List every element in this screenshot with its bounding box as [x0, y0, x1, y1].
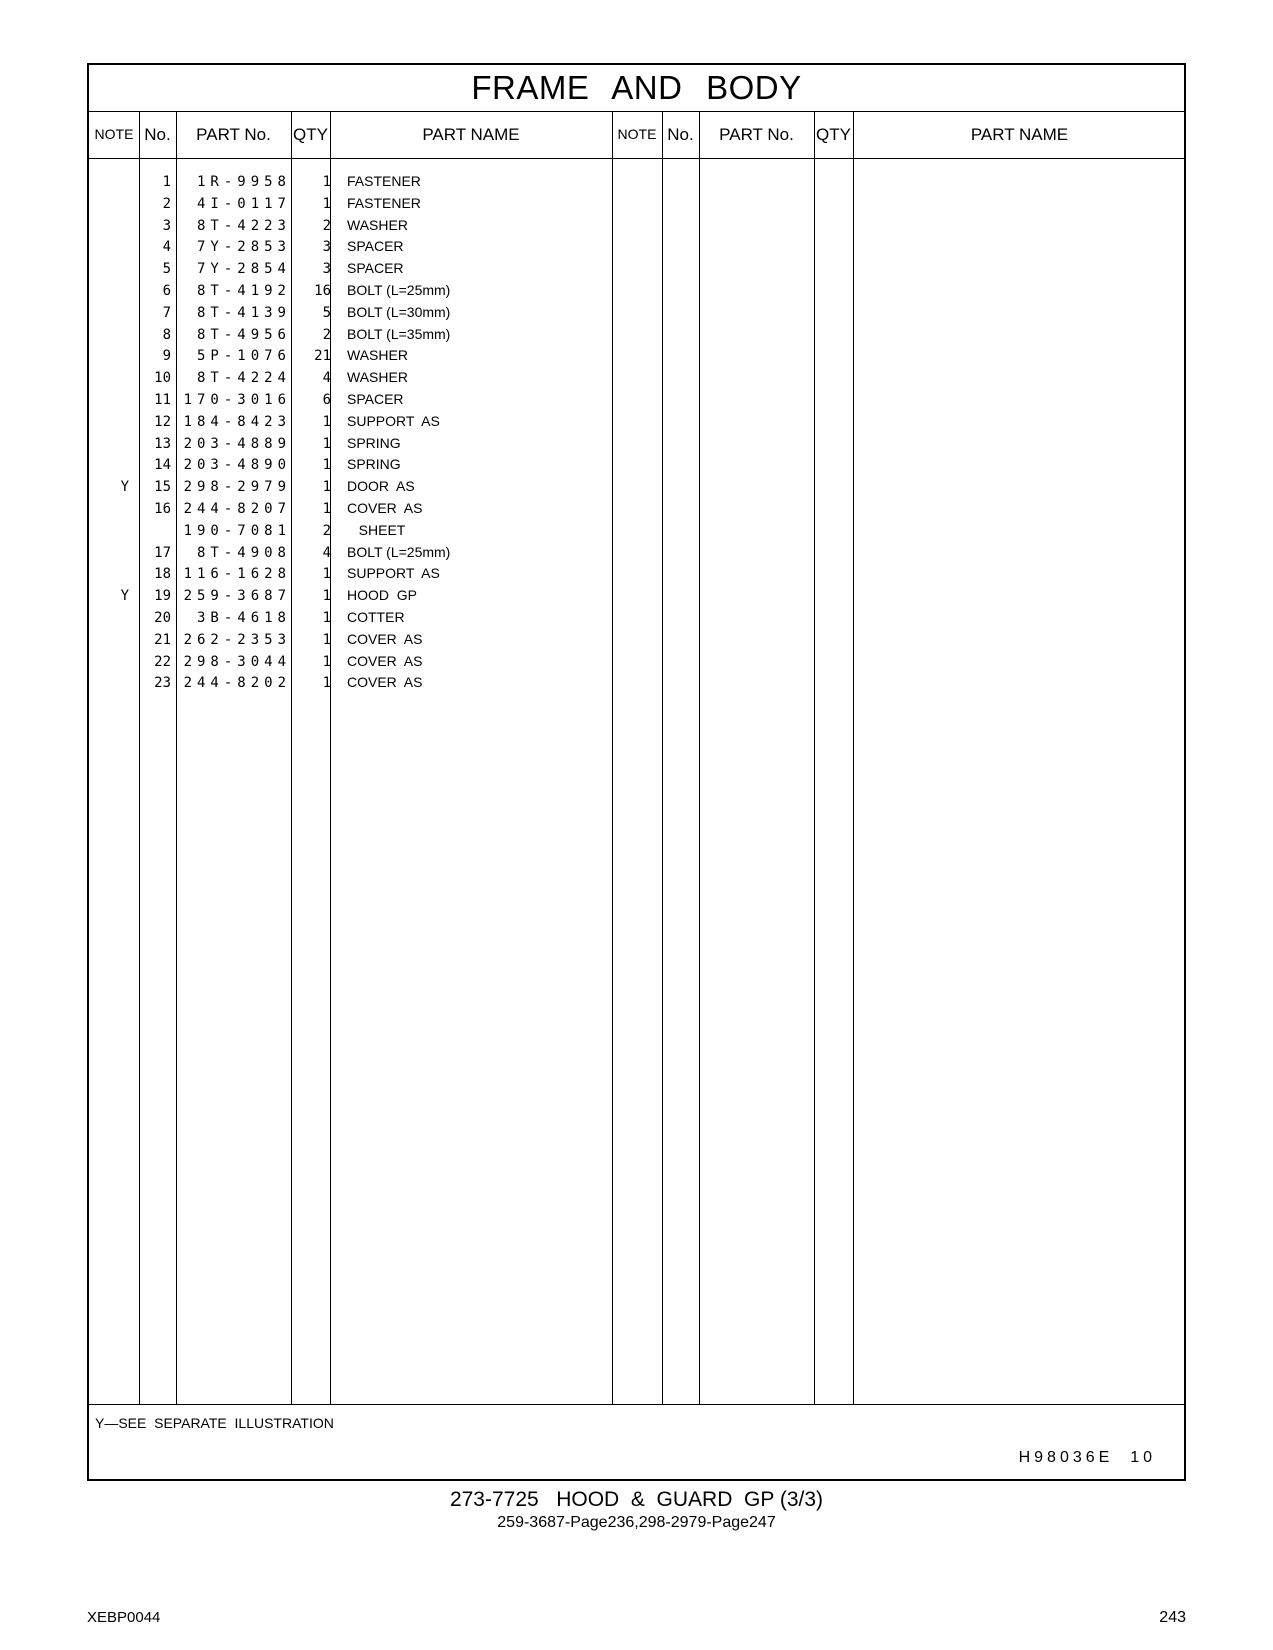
table-row: [89, 367, 1184, 390]
part-number-cell: 116-1628: [183, 566, 291, 583]
header-note-right: NOTE: [617, 126, 657, 142]
quantity-cell: 2: [322, 217, 331, 234]
table-row: [89, 389, 1184, 412]
part-number-cell: 8T-4192: [196, 283, 291, 299]
part-number-cell: 203-4890: [183, 457, 291, 474]
part-number-cell: 190-7081: [183, 522, 291, 539]
quantity-cell: 1: [322, 457, 331, 474]
quantity-cell: 1: [322, 653, 331, 670]
quantity-cell: 1: [322, 435, 331, 452]
item-number-cell: 17: [154, 544, 171, 561]
table-row: [89, 520, 1184, 543]
header-no-right: No.: [667, 125, 694, 144]
header-part-no-right: PART No.: [719, 125, 794, 144]
quantity-cell: 1: [322, 174, 331, 190]
quantity-cell: 1: [322, 631, 331, 648]
part-name-cell: WASHER: [347, 216, 408, 233]
part-name-cell: SUPPORT AS: [347, 412, 440, 429]
part-number-cell: 8T-4956: [196, 326, 291, 343]
table-row: [89, 476, 1184, 499]
table-row: [89, 672, 1184, 695]
part-name-cell: SPACER: [347, 238, 404, 255]
item-number-cell: 21: [154, 631, 171, 648]
part-name-cell: COVER AS: [347, 630, 423, 647]
table-row: [89, 542, 1184, 565]
page-number: 243: [1159, 1609, 1186, 1626]
header-part-name-right: PART NAME: [970, 125, 1069, 144]
part-name-cell: COTTER: [347, 609, 405, 625]
table-row: [89, 215, 1184, 238]
table-row: [89, 563, 1184, 586]
item-number-cell: 10: [154, 370, 171, 387]
illustration-code: H98036E 10: [1018, 1449, 1156, 1466]
part-number-cell: 298-3044: [183, 653, 291, 670]
item-number-cell: 4: [162, 239, 171, 256]
quantity-cell: 2: [322, 326, 331, 343]
quantity-cell: 5: [322, 304, 331, 321]
part-name-cell: BOLT (L=25mm): [347, 543, 451, 560]
item-number-cell: 20: [154, 610, 171, 626]
table-row: [89, 585, 1184, 608]
item-number-cell: 6: [162, 283, 171, 299]
quantity-cell: 16: [314, 283, 331, 299]
part-number-cell: 7Y-2853: [196, 239, 291, 256]
group-caption: 273-7725 HOOD & GUARD GP (3/3): [449, 1488, 824, 1511]
item-number-cell: 13: [154, 435, 171, 452]
part-name-cell: SUPPORT AS: [347, 565, 440, 582]
part-number-cell: 184-8423: [183, 413, 291, 430]
part-number-cell: 4I-0117: [196, 195, 291, 212]
item-number-cell: 22: [154, 653, 171, 670]
part-name-cell: FASTENER: [347, 173, 421, 189]
header-note-left: NOTE: [94, 126, 134, 142]
table-row: [89, 193, 1184, 216]
part-name-cell: BOLT (L=30mm): [347, 303, 451, 320]
table-row: [89, 498, 1184, 521]
table-row: [89, 302, 1184, 325]
quantity-cell: 1: [322, 413, 331, 430]
part-name-cell: COVER AS: [347, 674, 423, 691]
quantity-cell: 3: [322, 261, 331, 278]
part-number-cell: 262-2353: [183, 631, 291, 648]
part-number-cell: 5P-1076: [196, 348, 291, 365]
part-name-cell: SPRING: [347, 456, 401, 473]
quantity-cell: 1: [322, 195, 331, 212]
item-number-cell: 19: [154, 588, 171, 605]
quantity-cell: 1: [322, 479, 331, 496]
quantity-cell: 21: [314, 348, 331, 365]
quantity-cell: 1: [322, 588, 331, 605]
item-number-cell: 11: [154, 392, 171, 408]
table-row: [89, 411, 1184, 434]
part-number-cell: 8T-4224: [196, 370, 291, 387]
item-number-cell: 5: [162, 261, 171, 278]
quantity-cell: 3: [322, 239, 331, 256]
header-part-name-left: PART NAME: [422, 125, 520, 144]
part-name-cell: BOLT (L=25mm): [347, 282, 451, 298]
part-name-cell: WASHER: [347, 347, 408, 364]
table-row: [89, 454, 1184, 477]
page-references: 259-3687-Page236,298-2979-Page247: [497, 1514, 776, 1531]
table-header: [89, 111, 1184, 159]
item-number-cell: 1: [162, 174, 171, 190]
quantity-cell: 1: [322, 610, 331, 626]
header-qty-right: QTY: [816, 125, 851, 144]
part-name-cell: FASTENER: [347, 194, 421, 211]
part-number-cell: 298-2979: [183, 479, 291, 496]
part-number-cell: 244-8207: [183, 501, 291, 517]
legend-note: Y—SEE SEPARATE ILLUSTRATION: [95, 1415, 334, 1431]
document-id: XEBP0044: [87, 1609, 161, 1626]
quantity-cell: 4: [322, 544, 331, 561]
part-name-cell: HOOD GP: [347, 587, 418, 604]
table-row: [89, 345, 1184, 368]
table-row: [89, 236, 1184, 259]
part-name-cell: DOOR AS: [347, 478, 415, 495]
item-number-cell: 23: [154, 675, 171, 692]
table-row: [89, 651, 1184, 674]
quantity-cell: 4: [322, 370, 331, 387]
part-number-cell: 1R-9958: [196, 174, 291, 190]
part-name-cell: SPACER: [347, 260, 404, 277]
item-number-cell: 7: [162, 304, 171, 321]
part-name-cell: COVER AS: [347, 652, 423, 669]
item-number-cell: 18: [154, 566, 171, 583]
item-number-cell: 14: [154, 457, 171, 474]
part-number-cell: 259-3687: [183, 588, 291, 605]
parts-table-frame: [87, 63, 1186, 1481]
item-number-cell: 12: [154, 413, 171, 430]
part-name-cell: SHEET: [347, 521, 406, 538]
part-number-cell: 8T-4139: [196, 304, 291, 321]
item-number-cell: 8: [162, 326, 171, 343]
footer-divider: [89, 1404, 1184, 1405]
quantity-cell: 1: [322, 675, 331, 692]
quantity-cell: 1: [322, 566, 331, 583]
part-name-cell: SPACER: [347, 391, 404, 407]
part-name-cell: WASHER: [347, 369, 408, 386]
table-row: [89, 258, 1184, 281]
header-no-left: No.: [144, 125, 171, 144]
part-number-cell: 203-4889: [183, 435, 291, 452]
header-part-no-left: PART No.: [196, 125, 271, 144]
item-number-cell: 9: [162, 348, 171, 365]
table-row: [89, 280, 1184, 303]
part-number-cell: 7Y-2854: [196, 261, 291, 278]
quantity-cell: 6: [322, 392, 331, 408]
note-cell: Y: [120, 479, 129, 496]
table-row: [89, 171, 1184, 194]
part-number-cell: 244-8202: [183, 675, 291, 692]
item-number-cell: 15: [154, 479, 171, 496]
part-name-cell: BOLT (L=35mm): [347, 325, 451, 342]
note-cell: Y: [120, 588, 129, 605]
part-number-cell: 8T-4223: [196, 217, 291, 234]
table-row: [89, 433, 1184, 456]
item-number-cell: 16: [154, 501, 171, 517]
part-number-cell: 8T-4908: [196, 544, 291, 561]
part-name-cell: SPRING: [347, 434, 401, 451]
quantity-cell: 1: [322, 501, 331, 517]
part-number-cell: 170-3016: [183, 392, 291, 408]
item-number-cell: 2: [162, 195, 171, 212]
header-qty-left: QTY: [293, 125, 328, 144]
part-name-cell: COVER AS: [347, 500, 423, 516]
quantity-cell: 2: [322, 522, 331, 539]
table-row: [89, 607, 1184, 630]
part-number-cell: 3B-4618: [196, 610, 291, 626]
table-row: [89, 324, 1184, 347]
item-number-cell: 3: [162, 217, 171, 234]
table-row: [89, 629, 1184, 652]
table-title: FRAME AND BODY: [89, 65, 1184, 112]
